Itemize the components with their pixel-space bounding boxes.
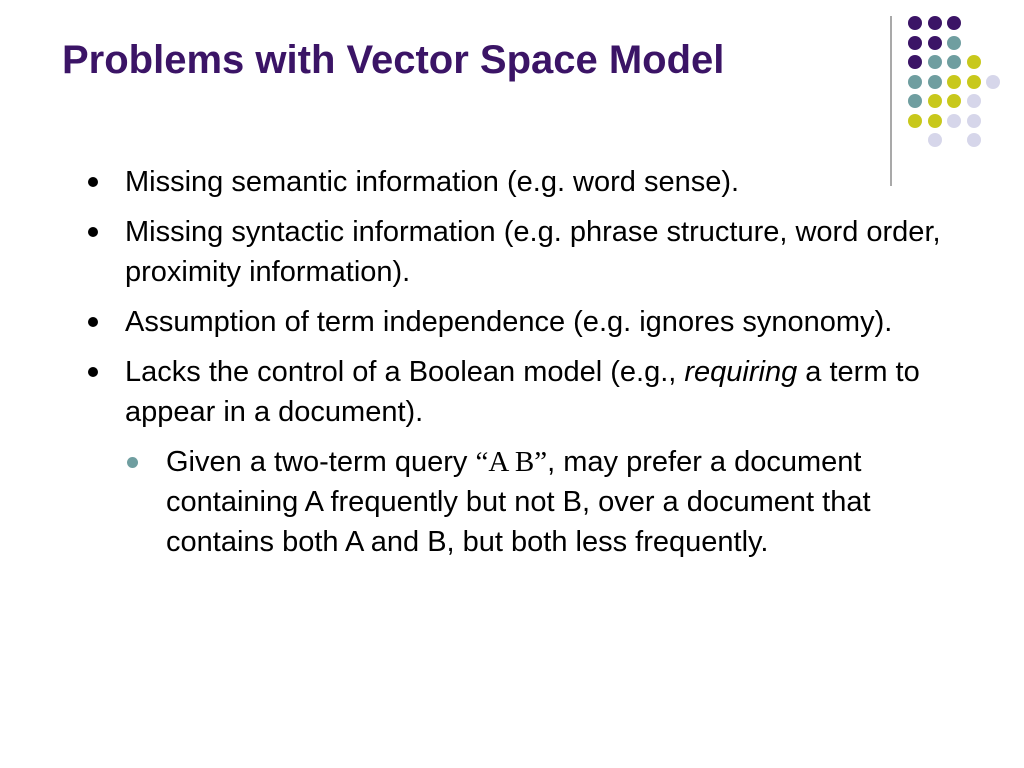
bullet-dot-icon xyxy=(88,317,98,327)
decor-dot xyxy=(947,114,961,128)
decor-dot xyxy=(967,114,981,128)
bullet-item xyxy=(88,212,968,292)
divider-line xyxy=(890,16,892,186)
decor-dot xyxy=(928,55,942,69)
bullet-text: Assumption of term independence (e.g. ignores synonomy). xyxy=(125,306,893,338)
decor-dot xyxy=(947,36,961,50)
decor-dot xyxy=(967,133,981,147)
bullet-dot-icon xyxy=(88,367,98,377)
decor-dot xyxy=(908,16,922,30)
decor-dot xyxy=(967,55,981,69)
decor-dot xyxy=(947,75,961,89)
sub-bullet-text-post: , may prefer a document containing A frequently but not B, over a document that contains both A and B, but both less frequently. xyxy=(166,446,871,558)
decor-dot xyxy=(928,133,942,147)
decor-dot xyxy=(928,36,942,50)
decor-dot xyxy=(908,55,922,69)
decor-dot xyxy=(947,16,961,30)
sub-bullet-text-pre: Given a two-term query xyxy=(166,446,476,478)
decor-dot xyxy=(928,75,942,89)
decor-dot xyxy=(908,75,922,89)
decor-dot xyxy=(928,94,942,108)
decor-dot xyxy=(908,36,922,50)
bullet-list xyxy=(88,162,968,562)
decor-dot xyxy=(928,16,942,30)
bullet-text-pre: Lacks the control of a Boolean model (e.g., xyxy=(125,356,685,388)
decor-dot xyxy=(967,94,981,108)
bullet-dot-icon xyxy=(88,227,98,237)
bullet-dot-icon xyxy=(88,177,98,187)
sub-bullet-item xyxy=(127,442,968,562)
sub-bullet-dot-icon xyxy=(127,457,138,468)
sub-bullet-quote: “A B” xyxy=(475,446,548,478)
decor-dot xyxy=(908,114,922,128)
bullet-text-post: a term to appear in a document). xyxy=(125,356,920,428)
bullet-item xyxy=(88,162,968,202)
bullet-item xyxy=(88,352,968,432)
bullet-text: Missing semantic information (e.g. word sense). xyxy=(125,166,740,198)
bullet-item xyxy=(88,302,968,342)
decor-dot xyxy=(908,94,922,108)
bullet-text: Missing syntactic information (e.g. phrase structure, word order, proximity information). xyxy=(125,216,941,288)
slide-title: Problems with Vector Space Model xyxy=(62,38,725,82)
decor-dot xyxy=(986,75,1000,89)
decor-dot xyxy=(947,94,961,108)
decor-dot xyxy=(928,114,942,128)
bullet-text-italic: requiring xyxy=(684,356,798,388)
decor-dot xyxy=(947,55,961,69)
decor-dot xyxy=(967,75,981,89)
